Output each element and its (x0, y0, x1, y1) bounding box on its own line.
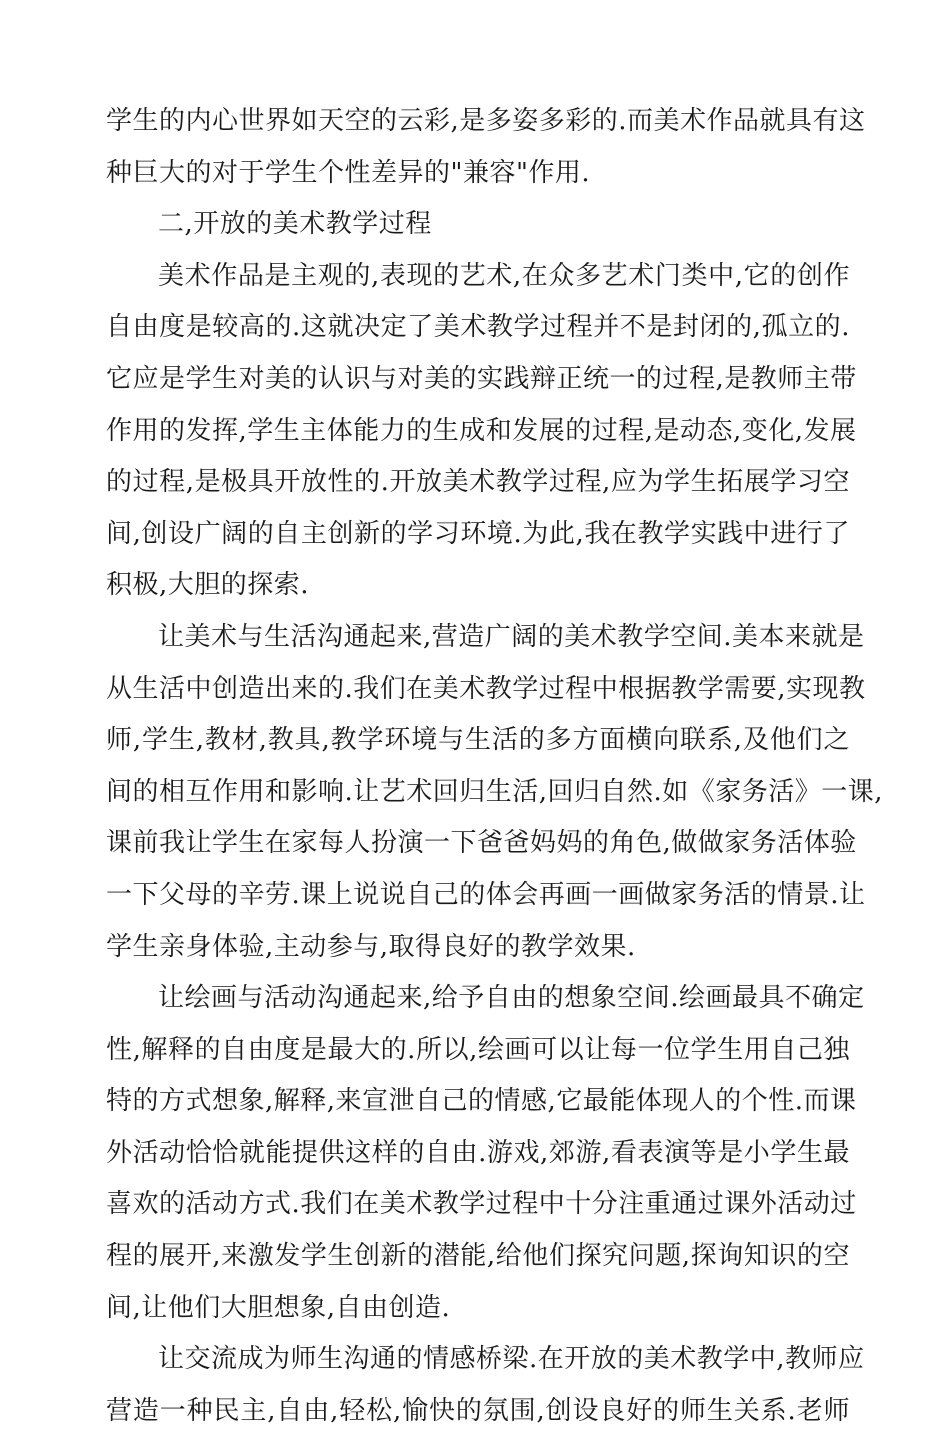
text-line: 的过程,是极具开放性的.开放美术教学过程,应为学生拓展学习空 (106, 467, 850, 498)
text-line: 自由度是较高的.这就决定了美术教学过程并不是封闭的,孤立的. (106, 312, 850, 343)
text-line: 作用的发挥,学生主体能力的生成和发展的过程,是动态,变化,发展 (106, 415, 857, 446)
document-body (106, 96, 884, 1437)
text-line: 间,让他们大胆想象,自由创造. (106, 1292, 451, 1323)
text-line: 性,解释的自由度是最大的.所以,绘画可以让每一位学生用自己独 (106, 1034, 850, 1065)
text-line: 让交流成为师生沟通的情感桥梁.在开放的美术教学中,教师应 (158, 1344, 865, 1375)
text-line: 间的相互作用和影响.让艺术回归生活,回归自然.如《家务活》一课, (106, 776, 884, 807)
text-line: 程的展开,来激发学生创新的潜能,给他们探究问题,探询知识的空 (106, 1241, 850, 1272)
text-line: 二,开放的美术教学过程 (158, 209, 432, 240)
text-line: 让绘画与活动沟通起来,给予自由的想象空间.绘画最具不确定 (158, 983, 865, 1014)
text-line: 让美术与生活沟通起来,营造广阔的美术教学空间.美本来就是 (158, 621, 865, 652)
text-line: 积极,大胆的探索. (106, 570, 310, 601)
text-line: 喜欢的活动方式.我们在美术教学过程中十分注重通过课外活动过 (106, 1189, 857, 1220)
text-line: 课前我让学生在家每人扮演一下爸爸妈妈的角色,做做家务活体验 (106, 828, 857, 859)
text-line: 间,创设广阔的自主创新的学习环境.为此,我在教学实践中进行了 (106, 518, 850, 549)
text-line: 外活动恰恰就能提供这样的自由.游戏,郊游,看表演等是小学生最 (106, 1137, 850, 1168)
text-line: 师,学生,教材,教具,教学环境与生活的多方面横向联系,及他们之 (106, 725, 850, 756)
text-line: 营造一种民主,自由,轻松,愉快的氛围,创设良好的师生关系.老师 (106, 1395, 850, 1426)
text-line: 一下父母的辛劳.课上说说自己的体会再画一画做家务活的情景.让 (106, 879, 866, 910)
text-line: 学生亲身体验,主动参与,取得良好的教学效果. (106, 931, 636, 962)
text-line: 种巨大的对于学生个性差异的"兼容"作用. (106, 157, 591, 188)
text-line: 学生的内心世界如天空的云彩,是多姿多彩的.而美术作品就具有这 (106, 106, 866, 136)
text-line: 它应是学生对美的认识与对美的实践辩正统一的过程,是教师主带 (106, 363, 857, 394)
text-line: 从生活中创造出来的.我们在美术教学过程中根据教学需要,实现教 (106, 673, 866, 704)
text-line: 美术作品是主观的,表现的艺术,在众多艺术门类中,它的创作 (158, 260, 850, 291)
text-line: 特的方式想象,解释,来宣泄自己的情感,它最能体现人的个性.而课 (106, 1086, 857, 1117)
